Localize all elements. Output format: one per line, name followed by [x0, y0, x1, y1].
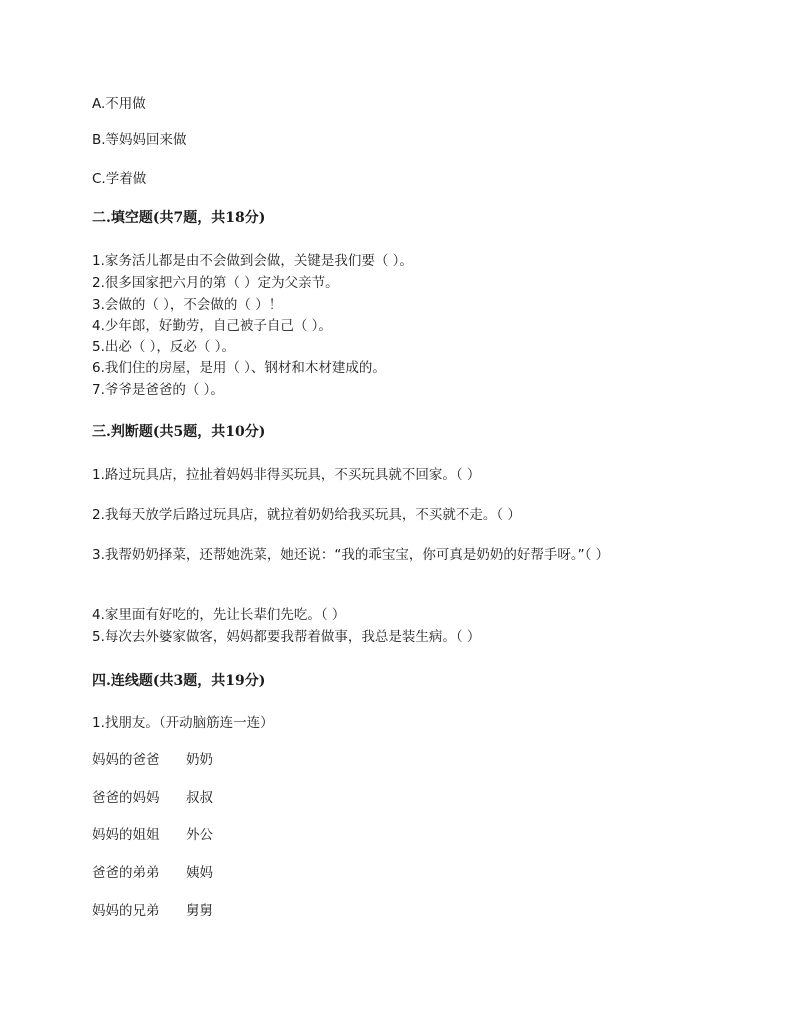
option-b: B.等妈妈回来做 — [92, 132, 187, 148]
fill-blank-item-4: 4.少年郎，好勤劳，自己被子自己（ ）。 — [92, 318, 332, 334]
fill-blank-item-7: 7.爷爷是爸爸的（ ）。 — [92, 382, 224, 398]
matching-left: 妈妈的兄弟 — [92, 903, 160, 919]
fill-blank-item-3: 3.会做的（ ），不会做的（ ）！ — [92, 297, 283, 313]
section-heading-true-false: 三.判断题(共5题，共10分) — [92, 424, 266, 440]
matching-left: 妈妈的爸爸 — [92, 752, 160, 768]
option-a: A.不用做 — [92, 96, 146, 112]
matching-right: 舅舅 — [186, 903, 213, 919]
matching-right: 叔叔 — [186, 790, 213, 806]
fill-blank-item-2: 2.很多国家把六月的第（ ）定为父亲节。 — [92, 275, 339, 291]
matching-right: 奶奶 — [186, 752, 213, 768]
option-c: C.学着做 — [92, 171, 147, 187]
fill-blank-item-6: 6.我们住的房屋，是用（ ）、钢材和木材建成的。 — [92, 360, 386, 376]
true-false-item-2: 2.我每天放学后路过玩具店，就拉着奶奶给我买玩具，不买就不走。（ ） — [92, 507, 521, 523]
section-heading-fill-blank: 二.填空题(共7题，共18分) — [92, 210, 266, 226]
matching-left: 妈妈的姐姐 — [92, 827, 160, 843]
fill-blank-item-1: 1.家务活儿都是由不会做到会做，关键是我们要（ ）。 — [92, 253, 413, 269]
matching-row — [92, 864, 213, 882]
matching-question: 1.找朋友。（开动脑筋连一连） — [92, 715, 274, 731]
fill-blank-item-5: 5.出必（ ），反必（ ）。 — [92, 339, 235, 355]
matching-row — [92, 751, 213, 769]
matching-row — [92, 789, 213, 807]
matching-left: 爸爸的弟弟 — [92, 865, 160, 881]
true-false-item-1: 1.路过玩具店，拉扯着妈妈非得买玩具，不买玩具就不回家。（ ） — [92, 467, 481, 483]
matching-row — [92, 826, 213, 844]
true-false-item-4: 4.家里面有好吃的，先让长辈们先吃。（ ） — [92, 607, 346, 623]
matching-right: 姨妈 — [186, 865, 213, 881]
matching-row — [92, 902, 213, 920]
matching-right: 外公 — [186, 827, 213, 843]
section-heading-matching: 四.连线题(共3题，共19分) — [92, 673, 266, 689]
matching-left: 爸爸的妈妈 — [92, 790, 160, 806]
true-false-item-3: 3.我帮奶奶择菜，还帮她洗菜，她还说：“我的乖宝宝，你可真是奶奶的好帮手呀。”（ ） — [92, 547, 610, 563]
true-false-item-5: 5.每次去外婆家做客，妈妈都要我帮着做事，我总是装生病。（ ） — [92, 629, 481, 645]
